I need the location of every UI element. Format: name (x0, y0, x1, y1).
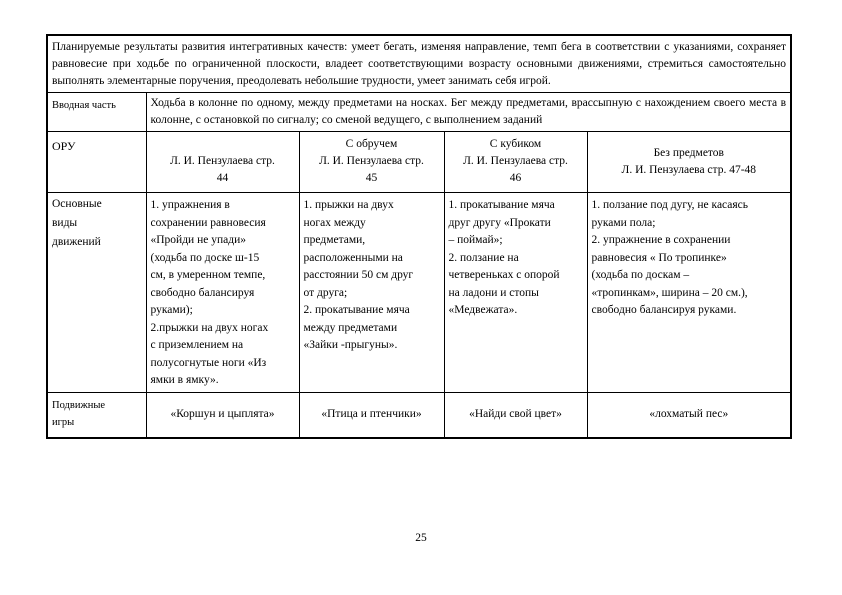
oru-cell-4 (587, 132, 791, 193)
oru-col-1-ref: Л. И. Пензулаева стр. (170, 155, 275, 167)
text-line: с приземлением на (150, 339, 244, 351)
main-movements-label-line: виды (52, 217, 78, 229)
text-line: «Пройди не упади» (150, 234, 246, 246)
oru-col-1-page: 44 (216, 172, 229, 184)
text-line: 1. прыжки на двух (303, 199, 394, 211)
text-line: сохранении равновесия (150, 216, 266, 229)
intro-text: Ходьба в колонне по одному, между предметами на носках. Бег между предметами, врассыпную с нахождением своего места в колонне, с остановкой по сигналу; со сменой ведущего, с выполнением заданий (146, 93, 791, 132)
text-line: «Зайки -прыгуны». (303, 339, 398, 351)
text-line: полусогнутые ноги «Из (150, 356, 267, 369)
text-line: 1. ползание под дугу, не касаясь (591, 199, 749, 211)
oru-col-4-ref: Л. И. Пензулаева стр. 47-48 (621, 164, 757, 176)
oru-col-3-ref: Л. И. Пензулаева стр. (463, 155, 568, 167)
main-movements-label-line: Основные (52, 198, 102, 210)
text-line: от друга; (303, 286, 348, 299)
planned-results-text: Планируемые результаты развития интегративных качеств: умеет бегать, изменяя направление, темп бега в соответствии с указаниями, сохраняет равновесие при ходьбе по ограниченной плоскости, владеет соответствующими возрасту основными движениями, стремиться самостоятельно выполнять элементарные поручения, преодолевать небольшие трудности, умеет занимать себя игрой. (47, 35, 791, 93)
text-line: 2. ползание на (448, 251, 519, 264)
text-line: друг другу «Прокати (448, 216, 551, 229)
text-line: четвереньках с опорой (448, 269, 560, 281)
oru-cell-1 (146, 132, 299, 193)
oru-label: ОРУ (47, 132, 146, 193)
text-line: (ходьба по доскам – (591, 269, 690, 281)
lesson-plan-table (46, 34, 792, 439)
main-movements-label-line: движений (52, 236, 101, 248)
text-line: руками пола; (591, 216, 656, 229)
text-line: свободно балансируя (150, 286, 255, 299)
text-line: см, в умеренном темпе, (150, 269, 266, 281)
text-line: предметами, (303, 234, 366, 246)
oru-cell-2 (299, 132, 444, 193)
games-label-line: Подвижные (52, 399, 106, 411)
planned-results-row (47, 35, 791, 93)
main-movements-cell-3 (444, 193, 587, 393)
oru-col-2-ref: Л. И. Пензулаева стр. (319, 155, 424, 167)
text-line: между предметами (303, 321, 398, 334)
oru-col-2-page: 45 (365, 172, 378, 184)
text-line: расположенными на (303, 251, 403, 264)
text-line: расстоянии 50 см друг (303, 269, 414, 281)
game-1: «Коршун и цыплята» (146, 392, 299, 438)
page-number: 25 (415, 532, 427, 544)
text-line: на ладони и стопы (448, 286, 539, 299)
main-movements-cell-1 (146, 193, 299, 393)
text-line: 2.прыжки на двух ногах (150, 321, 269, 334)
oru-cell-3 (444, 132, 587, 193)
main-movements-cell-4 (587, 193, 791, 393)
text-line: (ходьба по доске ш-15 (150, 251, 260, 264)
main-movements-label (47, 193, 146, 393)
oru-col-2-title: С обручем (345, 138, 398, 150)
text-line: – поймай»; (448, 234, 503, 246)
text-line: ямки в ямку». (150, 374, 219, 386)
intro-label: Вводная часть (47, 93, 146, 132)
text-line: ногах между (303, 216, 366, 229)
text-line: руками); (150, 304, 193, 316)
oru-col-1-title (151, 136, 295, 153)
games-label-line: игры (52, 416, 75, 428)
main-movements-row (47, 193, 791, 393)
game-4: «лохматый пес» (587, 392, 791, 438)
text-line: «Медвежата». (448, 304, 518, 316)
text-line: свободно балансируя руками. (591, 304, 737, 316)
game-3: «Найди свой цвет» (444, 392, 587, 438)
game-2: «Птица и птенчики» (299, 392, 444, 438)
text-line: 1. упражнения в (150, 199, 230, 211)
text-line: 2. прокатывание мяча (303, 304, 410, 316)
main-movements-cell-2 (299, 193, 444, 393)
intro-row (47, 93, 791, 132)
text-line: равновесия « По тропинке» (591, 251, 727, 264)
oru-col-4-title: Без предметов (653, 147, 724, 159)
games-row (47, 392, 791, 438)
text-line: «тропинкам», ширина – 20 см.), (591, 286, 748, 299)
oru-col-3-page: 46 (509, 172, 522, 184)
oru-row (47, 132, 791, 193)
text-line: 1. прокатывание мяча (448, 199, 555, 211)
oru-col-3-title: С кубиком (489, 138, 542, 150)
text-line: 2. упражнение в сохранении (591, 234, 731, 246)
games-label (47, 392, 146, 438)
